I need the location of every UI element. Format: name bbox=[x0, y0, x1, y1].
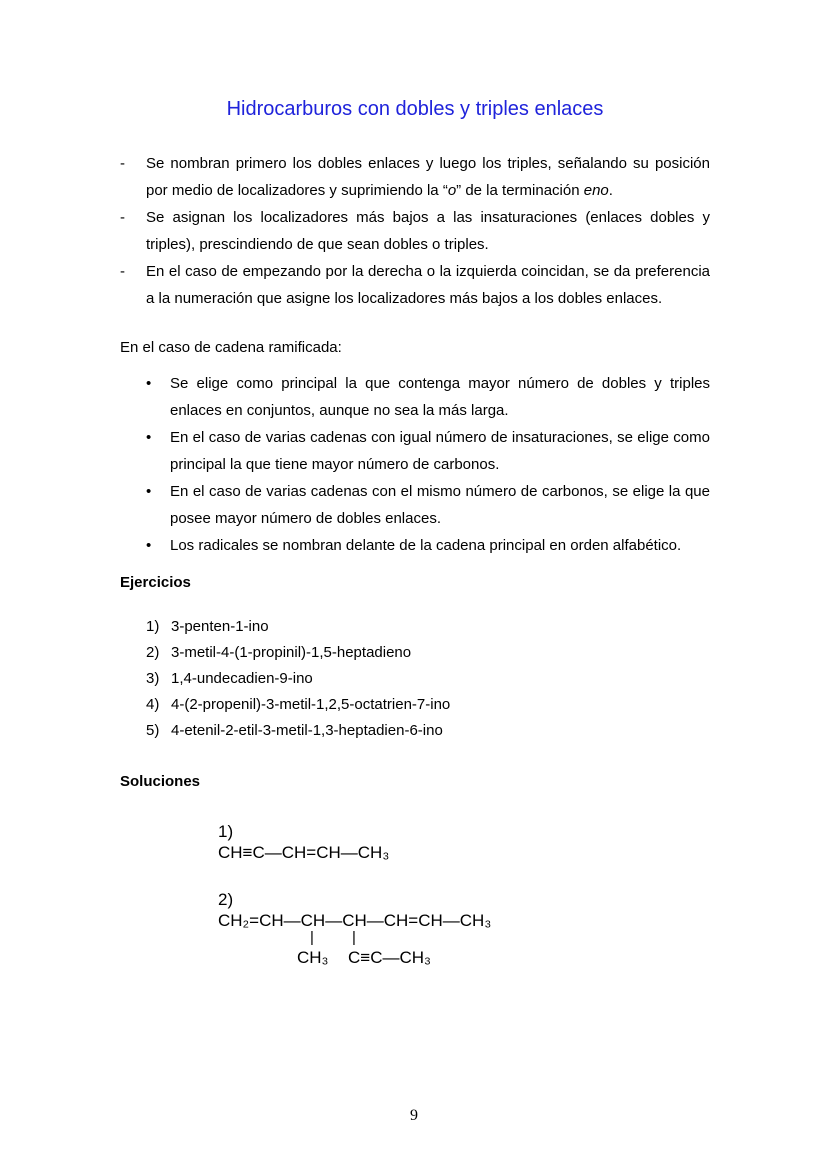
exercise-text: 1,4-undecadien-9-ino bbox=[171, 670, 313, 687]
bullet-item bbox=[146, 532, 710, 559]
bullet-text: En el caso de varias cadenas con igual número de insaturaciones, se elige como principal la que tiene mayor número de carbonos. bbox=[170, 429, 710, 473]
exercise-item bbox=[146, 614, 710, 640]
solution-number: 1) bbox=[218, 822, 234, 841]
bullet-item bbox=[146, 478, 710, 532]
exercise-text: 4-(2-propenil)-3-metil-1,2,5-octatrien-7-ino bbox=[171, 696, 451, 713]
exercise-number: 4) bbox=[146, 696, 160, 713]
formula-bond-row bbox=[218, 931, 710, 947]
bullet-marker: • bbox=[146, 375, 152, 392]
exercise-item bbox=[146, 718, 710, 744]
solution-number: 2) bbox=[218, 890, 234, 909]
formula-substituents-row bbox=[218, 947, 710, 969]
rule-text: En el caso de empezando por la derecha o la izquierda coincidan, se da preferencia a la numeración que asigne los localizadores más bajos a los dobles enlaces. bbox=[146, 263, 710, 307]
exercise-number: 1) bbox=[146, 618, 160, 635]
bullet-marker: • bbox=[146, 483, 152, 500]
vertical-bond-icon: | bbox=[352, 929, 356, 946]
substituent-methyl: CH₃ bbox=[297, 948, 329, 967]
exercise-text: 3-penten-1-ino bbox=[171, 618, 269, 635]
exercise-number: 5) bbox=[146, 722, 160, 739]
rule-text-part: ” de la terminación bbox=[456, 182, 584, 199]
solution-item-1 bbox=[218, 821, 710, 863]
rule-item bbox=[120, 258, 710, 312]
bullet-text: Se elige como principal la que contenga mayor número de dobles y triples enlaces en conjuntos, aunque no sea la más larga. bbox=[170, 375, 710, 419]
exercise-number: 3) bbox=[146, 670, 160, 687]
chemical-formula-1: CH≡C—CH=CH—CH₃ bbox=[218, 843, 390, 862]
page-number: 9 bbox=[410, 1107, 418, 1124]
exercise-item bbox=[146, 692, 710, 718]
rule-text-italic: o bbox=[447, 182, 457, 199]
dash-marker: - bbox=[120, 155, 125, 172]
bullet-item bbox=[146, 370, 710, 424]
exercises-list bbox=[146, 614, 710, 744]
substituent-propynyl: C≡C—CH₃ bbox=[348, 948, 431, 967]
rule-text-italic: eno bbox=[583, 182, 609, 199]
rule-text: Se asignan los localizadores más bajos a las insaturaciones (enlaces dobles y triples), prescindiendo de que sean dobles o triples. bbox=[146, 209, 710, 253]
branched-chain-intro: En el caso de cadena ramificada: bbox=[120, 339, 342, 356]
formula-main-chain: CH₂=CH—CH—CH—CH=CH—CH₃ bbox=[218, 911, 492, 930]
solution-item-2 bbox=[218, 889, 710, 969]
page-title: Hidrocarburos con dobles y triples enlaces bbox=[226, 98, 604, 120]
vertical-bond-icon: | bbox=[310, 929, 314, 946]
exercise-item bbox=[146, 666, 710, 692]
bullet-text: En el caso de varias cadenas con el mismo número de carbonos, se elige la que posee mayor número de dobles enlaces. bbox=[170, 483, 710, 527]
rule-text-part: . bbox=[608, 182, 613, 199]
dash-marker: - bbox=[120, 209, 125, 226]
rule-text bbox=[146, 150, 710, 204]
bullet-marker: • bbox=[146, 537, 152, 554]
rule-item bbox=[120, 204, 710, 258]
bullet-text: Los radicales se nombran delante de la cadena principal en orden alfabético. bbox=[170, 537, 682, 554]
solutions-block bbox=[218, 821, 710, 969]
branched-rules-list bbox=[146, 370, 710, 559]
bullet-marker: • bbox=[146, 429, 152, 446]
exercises-heading: Ejercicios bbox=[120, 574, 191, 591]
rule-text-part: Se nombran primero los dobles enlaces y luego los triples, señalando su posición por medio de localizadores y suprimiendo la “ bbox=[146, 155, 710, 199]
exercise-text: 4-etenil-2-etil-3-metil-1,3-heptadien-6-ino bbox=[171, 722, 443, 739]
exercise-text: 3-metil-4-(1-propinil)-1,5-heptadieno bbox=[171, 644, 412, 661]
chemical-formula-2 bbox=[218, 911, 710, 969]
exercise-item bbox=[146, 640, 710, 666]
bullet-item bbox=[146, 424, 710, 478]
dash-marker: - bbox=[120, 263, 125, 280]
solutions-heading: Soluciones bbox=[120, 773, 201, 790]
naming-rules-list bbox=[120, 150, 710, 312]
exercise-number: 2) bbox=[146, 644, 160, 661]
rule-item bbox=[120, 150, 710, 204]
